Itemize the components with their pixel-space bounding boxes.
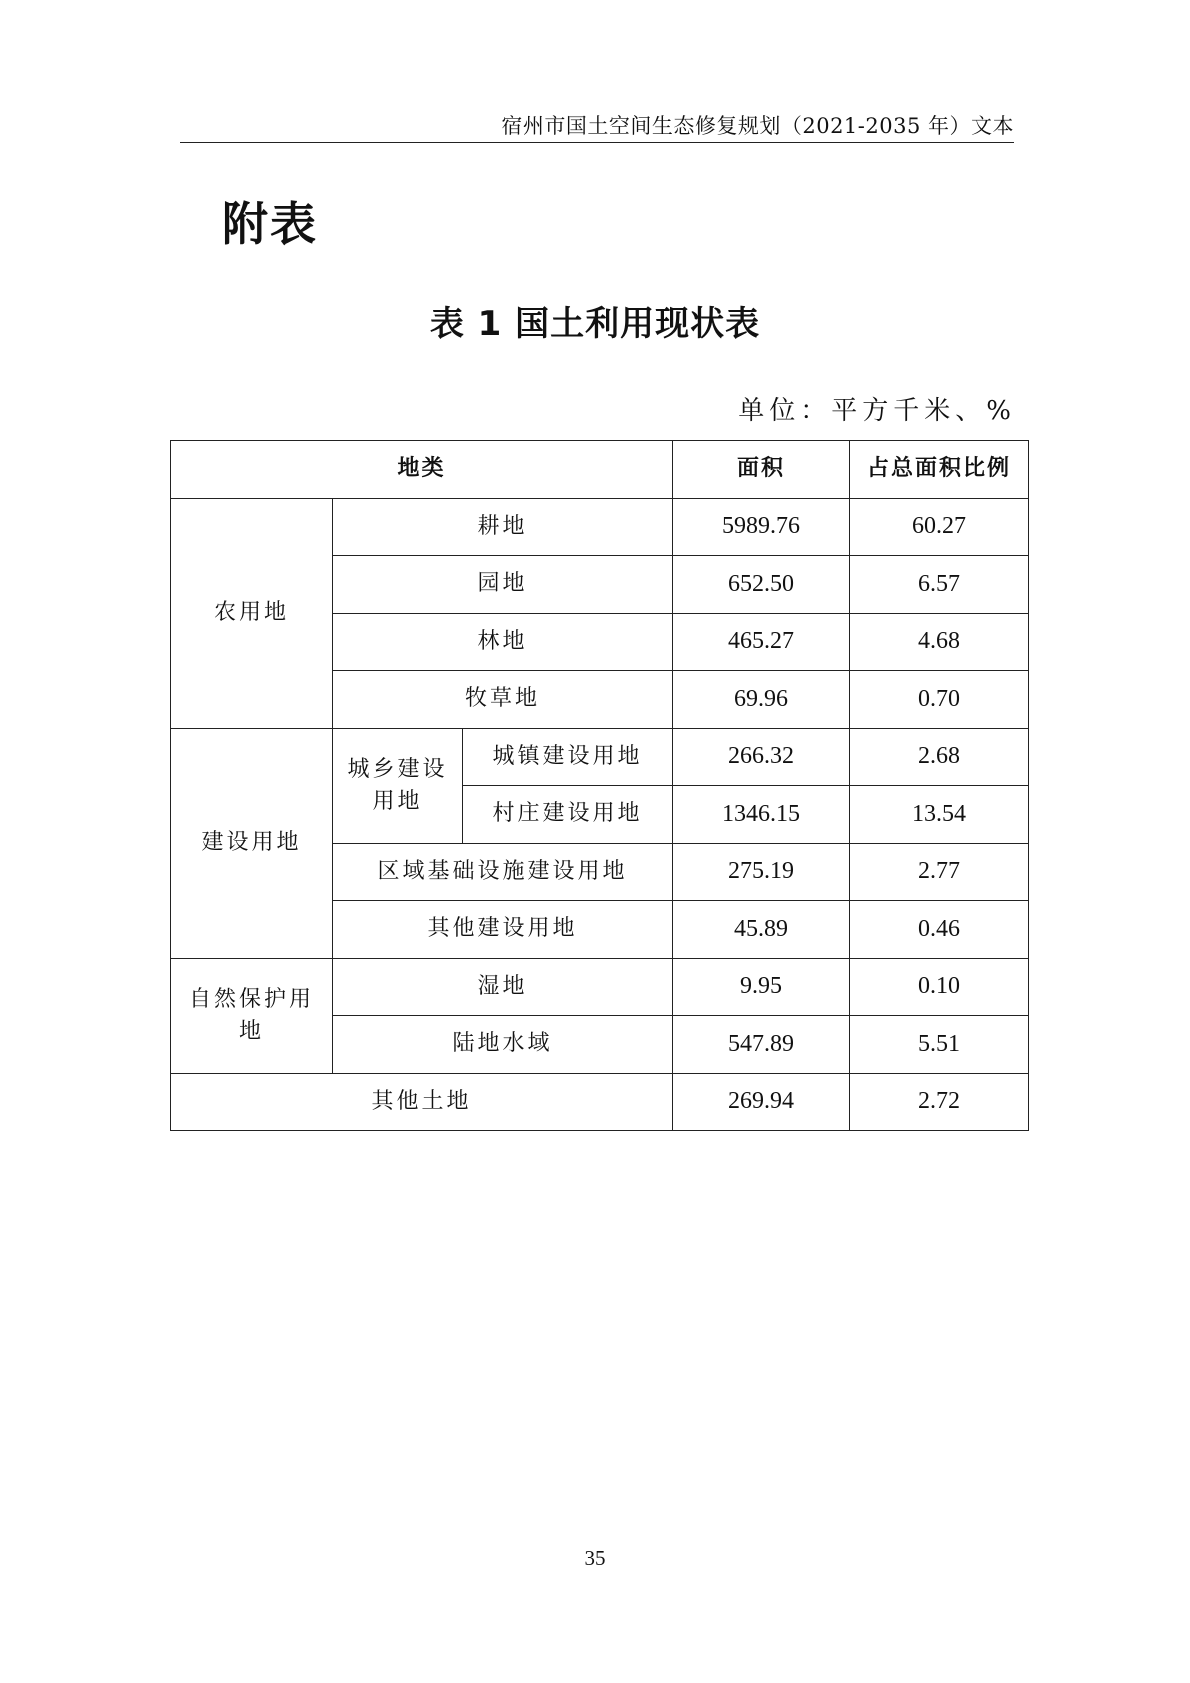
page-number: 35 xyxy=(584,1546,606,1570)
subgroup-urban-rural: 城乡建设用地 xyxy=(333,728,463,843)
row-share: 4.68 xyxy=(850,613,1029,671)
row-share: 0.70 xyxy=(850,671,1029,729)
row-name: 耕地 xyxy=(333,498,673,556)
unit-note: 单位：平方千米、% xyxy=(738,396,1016,426)
row-name: 其他建设用地 xyxy=(333,901,673,959)
table-row xyxy=(171,1073,1029,1131)
row-area: 269.94 xyxy=(673,1073,850,1131)
row-name: 林地 xyxy=(333,613,673,671)
row-area: 45.89 xyxy=(673,901,850,959)
group-construction: 建设用地 xyxy=(171,728,333,958)
row-name: 城镇建设用地 xyxy=(463,728,673,786)
row-share: 6.57 xyxy=(850,556,1029,614)
group-nature-protection: 自然保护用地 xyxy=(171,958,333,1073)
row-share: 5.51 xyxy=(850,1016,1029,1074)
row-area: 465.27 xyxy=(673,613,850,671)
row-name: 陆地水域 xyxy=(333,1016,673,1074)
land-use-table xyxy=(170,440,1029,1131)
column-header-area: 面积 xyxy=(673,441,850,499)
running-header: 宿州市国土空间生态修复规划（2021-2035 年）文本 xyxy=(501,114,1014,138)
row-area: 9.95 xyxy=(673,958,850,1016)
row-share: 13.54 xyxy=(850,786,1029,844)
row-name: 其他土地 xyxy=(171,1073,673,1131)
column-header-category: 地类 xyxy=(171,441,673,499)
table-title: 表 1 国土利用现状表 xyxy=(429,304,761,344)
row-name: 区域基础设施建设用地 xyxy=(333,843,673,901)
section-title: 附表 xyxy=(222,197,318,251)
table-row xyxy=(171,958,1029,1016)
row-share: 2.68 xyxy=(850,728,1029,786)
row-name: 牧草地 xyxy=(333,671,673,729)
row-area: 652.50 xyxy=(673,556,850,614)
row-name: 园地 xyxy=(333,556,673,614)
row-area: 266.32 xyxy=(673,728,850,786)
group-agricultural: 农用地 xyxy=(171,498,333,728)
row-area: 5989.76 xyxy=(673,498,850,556)
row-share: 2.77 xyxy=(850,843,1029,901)
row-share: 0.10 xyxy=(850,958,1029,1016)
row-share: 2.72 xyxy=(850,1073,1029,1131)
table-row xyxy=(171,728,1029,786)
row-area: 69.96 xyxy=(673,671,850,729)
row-name: 村庄建设用地 xyxy=(463,786,673,844)
row-name: 湿地 xyxy=(333,958,673,1016)
row-share: 60.27 xyxy=(850,498,1029,556)
row-area: 1346.15 xyxy=(673,786,850,844)
row-area: 547.89 xyxy=(673,1016,850,1074)
table-row xyxy=(171,498,1029,556)
row-area: 275.19 xyxy=(673,843,850,901)
table-header-row xyxy=(171,441,1029,499)
column-header-share: 占总面积比例 xyxy=(850,441,1029,499)
row-share: 0.46 xyxy=(850,901,1029,959)
header-rule xyxy=(180,142,1014,143)
